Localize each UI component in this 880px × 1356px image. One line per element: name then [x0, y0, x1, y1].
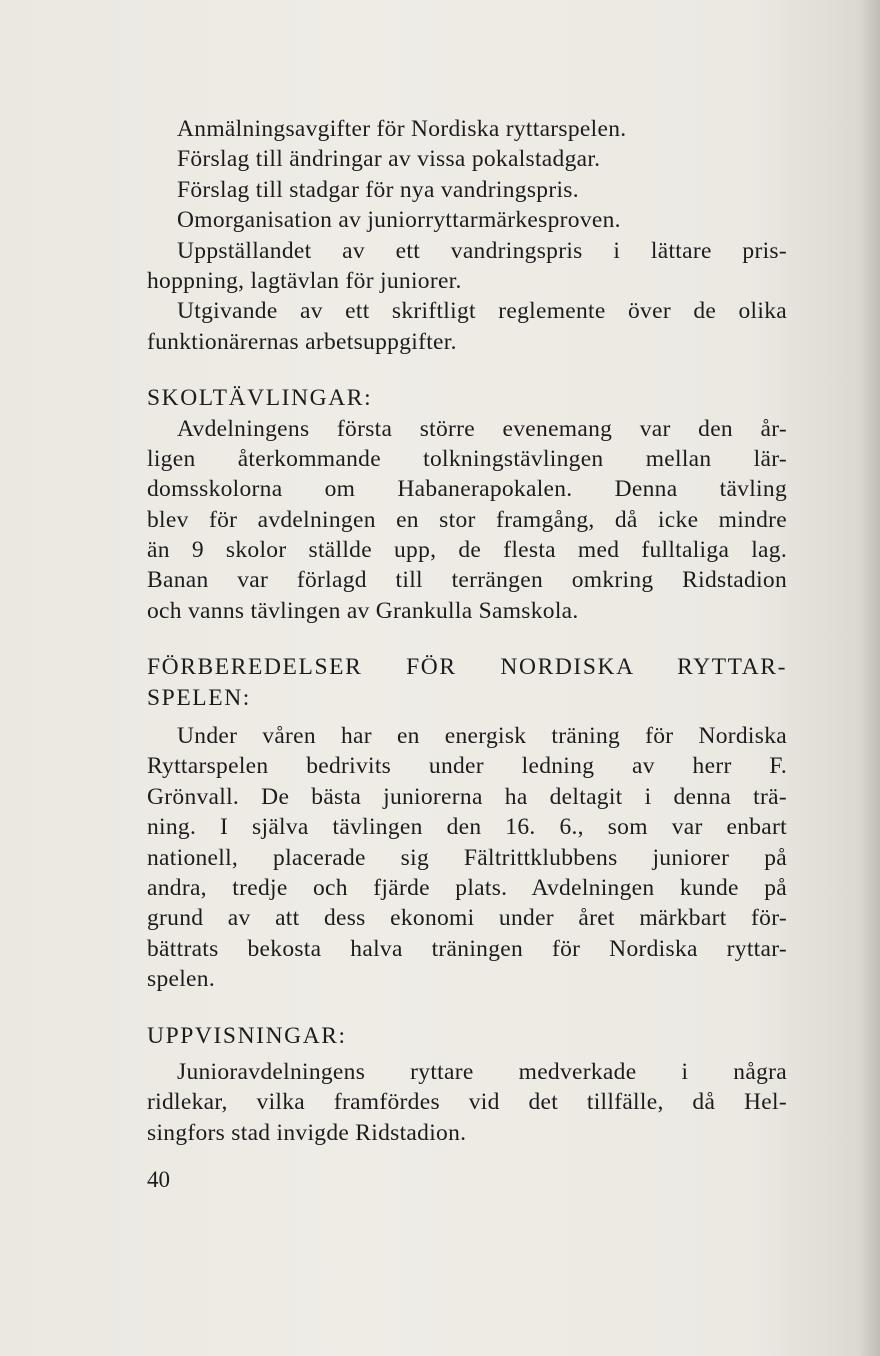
paragraph-line: grund av att dess ekonomi under året märkbart för- — [147, 905, 787, 932]
intro-line: Omorganisation av juniorryttarmärkesproven. — [177, 207, 621, 234]
paragraph-line: bättrats bekosta halva träningen för Nordiska ryttar- — [147, 935, 787, 962]
intro-line: Utgivande av ett skriftligt reglemente över de olika — [177, 298, 787, 325]
paragraph-line: Under våren har en energisk träning för Nordiska — [177, 723, 787, 750]
paragraph-line: Junioravdelningens ryttare medverkade i några — [177, 1058, 787, 1085]
paragraph-line: singfors stad invigde Ridstadion. — [147, 1119, 467, 1146]
paragraph-line: nationell, placerade sig Fältrittklubbens juniorer på — [147, 844, 787, 871]
paragraph-line: än 9 skolor ställde upp, de flesta med fulltaliga lag. — [147, 537, 787, 564]
paragraph-line: domsskolorna om Habanerapokalen. Denna tävling — [147, 476, 787, 503]
paragraph-line: Banan var förlagd till terrängen omkring Ridstadion — [147, 567, 787, 594]
intro-line: Förslag till ändringar av vissa pokalstadgar. — [177, 146, 601, 173]
paragraph-line: spelen. — [147, 966, 216, 993]
paragraph-line: och vanns tävlingen av Grankulla Samskola. — [147, 597, 579, 624]
section-heading: SKOLTÄVLINGAR: — [147, 385, 373, 412]
paragraph-line: Ryttarspelen bedrivits under ledning av herr F. — [147, 753, 787, 780]
paragraph-line: blev för avdelningen en stor framgång, då icke mindre — [147, 506, 787, 533]
intro-line: Uppställandet av ett vandringspris i lättare pris- — [177, 237, 787, 264]
intro-line: Förslag till stadgar för nya vandringspris. — [177, 176, 579, 203]
intro-line: Anmälningsavgifter för Nordiska ryttarspelen. — [177, 116, 627, 142]
paragraph-line: ridlekar, vilka framfördes vid det tillfälle, då Hel- — [147, 1089, 787, 1116]
page-text — [147, 114, 787, 1148]
paragraph-line: Grönvall. De bästa juniorerna ha deltagit i denna trä- — [147, 783, 787, 810]
section-heading: UPPVISNINGAR: — [147, 1022, 347, 1049]
paragraph-line: andra, tredje och fjärde plats. Avdelningen kunde på — [147, 874, 787, 901]
paragraph-line: ligen återkommande tolkningstävlingen mellan lär- — [147, 445, 787, 472]
page-number: 40 — [147, 1167, 170, 1192]
intro-line: hoppning, lagtävlan för juniorer. — [147, 267, 462, 294]
intro-line: funktionärernas arbetsuppgifter. — [147, 328, 457, 355]
section-heading: FÖRBEREDELSER FÖR NORDISKA RYTTAR- — [147, 654, 787, 681]
paragraph-line: Avdelningens första större evenemang var den år- — [177, 415, 787, 442]
page-edge-shadow — [858, 0, 880, 1356]
paragraph-line: ning. I själva tävlingen den 16. 6., som var enbart — [147, 814, 787, 841]
section-heading: SPELEN: — [147, 684, 251, 711]
